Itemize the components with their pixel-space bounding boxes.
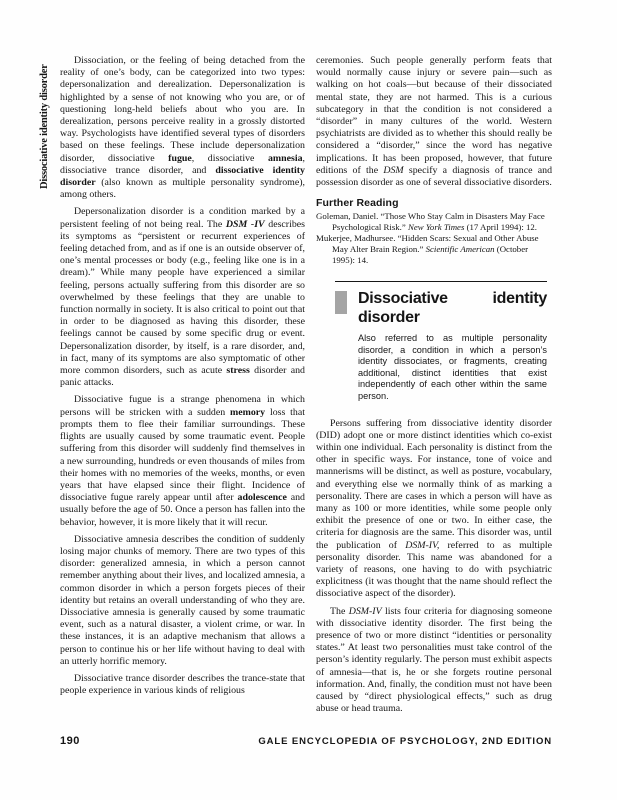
citation: Mukerjee, Madhursee. “Hidden Scars: Sexual and Other Abuse May Alter Brain Region.” Scientific American (October 1995): 14. <box>316 233 539 266</box>
column-continuation <box>316 55 552 189</box>
body-paragraph: ceremonies. Such people generally perform feats that would normally cause injury or severe pain—such as walking on hot coals—but because of their dissociated mental state, they are not harmed. This is a curious subcategory in that the condition is not considered a “disorder” in many cultures of the world. Western psychiatrists are divided as to whether this should really be considered a “disorder,” since the word has negative implications. It has been proposed, however, that future editions of the DSM specify a diagnosis of trance and possession disorder as one of several dissociative disorders. <box>316 55 553 189</box>
citation-list <box>316 211 552 266</box>
article-body <box>316 418 552 716</box>
further-reading-heading: Further Reading <box>316 197 399 210</box>
heading-accent-bar <box>335 291 347 314</box>
further-reading-section <box>316 197 552 266</box>
body-paragraph: Dissociative amnesia describes the condition of suddenly losing major chunks of memory. There are two types of this disorder: generalized amnesia, in which a person cannot remember anything about their lives, and localized amnesia, a common disorder in which a person forgets pieces of their identity but retains an overall understanding of who they are. Dissociative amnesia is generally caused by some traumatic event, such as a natural disaster, a violent crime, or war. In these instances, it is an adaptive mechanism that allows a person to continue his or her life without having to deal with an utterly horrific memory. <box>60 533 305 667</box>
sidebar-vertical-title: Dissociative identity disorder <box>39 64 50 189</box>
body-paragraph: Dissociative fugue is a strange phenomena in which persons will be stricken with a sudden memory loss that prompts them to flee their familiar surroundings. These flights are usually caused by some traumatic event. People suffering from this disorder will suddenly find themselves in a new surrounding, hundreds or even thousands of miles from their homes with no memories of the weeks, months, or even years that have elapsed since their flight. Incidence of dissociative fugue rarely appear until after adolescence and usually before the age of 50. Once a person has fallen into the behavior, however, it is more likely that it will recur. <box>60 394 305 528</box>
body-paragraph: Dissociative trance disorder describes the trance-state that people experience in various kinds of religious <box>60 672 305 697</box>
body-paragraph: Depersonalization disorder is a condition marked by a persistent feeling of not being real. The DSM -IV describes its symptoms as “persistent or recurrent experiences of feeling detached from, and as if one is an outside observer of, one’s mental processes or body (e.g., feeling like one is in a dream).” While many people have experienced a similar feeling, persons actually suffering from this disorder are so overwhelmed by these feelings that they are unable to function normally in society. It is also critical to point out that in order to be diagnosed as having this disorder, these feelings cannot be caused by some specific drug or event. Depersonalization disorder, by itself, is a rare disorder, and, in fact, many of its symptoms are also symptomatic of other more common disorders, such as acute stress disorder and panic attacks. <box>60 206 305 389</box>
body-paragraph: The DSM-IV lists four criteria for diagnosing someone with dissociative identity disorder. The first being the presence of two or more distinct “identities or personality states.” At least two personalities must take control of the person’s identity regularly. The person must exhibit aspects of amnesia—that is, he or she forgets routine personal information. And, finally, the condition must not have been caused by “direct physiological effects,” such as drug abuse or head trauma. <box>316 605 552 715</box>
citation: Goleman, Daniel. “Those Who Stay Calm in Disasters May Face Psychological Risk.” New York Times (17 April 1994): 12. <box>316 211 545 233</box>
definition-text: Also referred to as multiple personality disorder, a condition in which a person’s identity dissociates, or fragments, creating additional, distinct identities that exist independently of each other within the same person. <box>358 332 547 401</box>
left-column <box>60 55 305 702</box>
body-paragraph: Persons suffering from dissociative identity disorder (DID) adopt one or more distinct identities which co-exist within one individual. Each personality is distinct from the other in specific ways. For instance, tone of voice and mannerisms will be distinct, as well as posture, vocabulary, and everything else we normally think of as marking a personality. There are cases in which a person will have as many as 100 or more identities, while some people only exhibit the presence of one or two. In either case, the criteria for diagnosis are the same. This disorder was, until the publication of DSM-IV, referred to as multiple personality disorder. This name was abandoned for a variety of reasons, one having to do with psychiatric explicitness (it was thought that the name should reflect the dissociative aspect of the disorder). <box>316 417 553 600</box>
definition-box <box>335 281 547 403</box>
definition-box-rule <box>335 281 547 282</box>
definition-box-title: Dissociative identity disorder <box>358 289 547 326</box>
definition-box-header <box>335 289 547 327</box>
edition-title: GALE ENCYCLOPEDIA OF PSYCHOLOGY, 2ND EDITION <box>258 736 552 747</box>
body-paragraph: Dissociation, or the feeling of being detached from the reality of one’s body, can be categorized into two types: depersonalization and derealization. Depersonalization is highlighted by a sense of not knowing who you are, or of questioning long-held beliefs about who you are. In derealization, persons perceive reality in a grossly distorted way. Psychologists have identified several types of disorders based on these feelings. These include depersonalization disorder, dissociative fugue, dissociative amnesia, dissociative trance disorder, and dissociative identity disorder (also known as multiple personality syndrome), among others. <box>60 55 305 201</box>
right-column <box>316 55 552 720</box>
page-footer <box>60 735 552 747</box>
page-number: 190 <box>60 735 80 747</box>
